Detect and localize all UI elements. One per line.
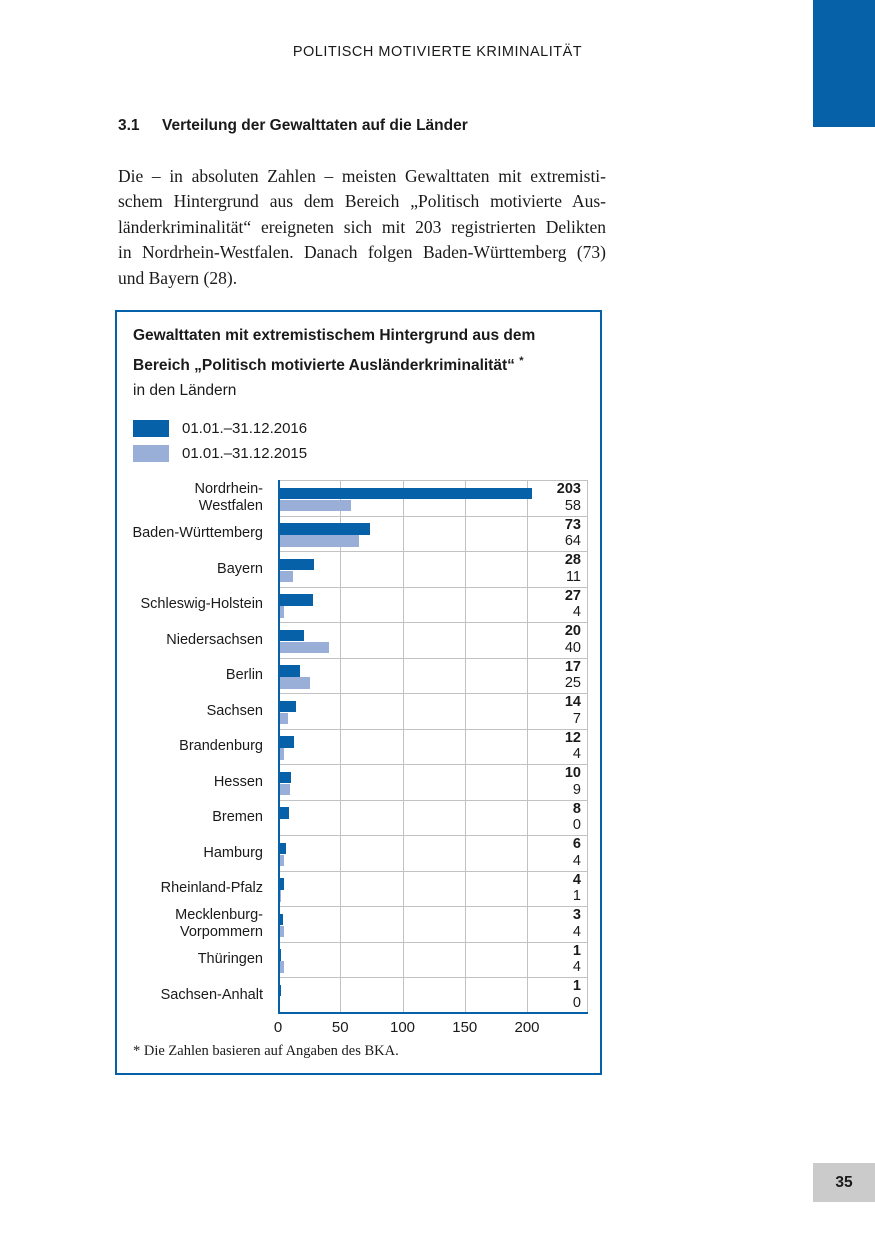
value-box [525,978,581,1011]
value-2015: 64 [564,533,581,549]
value-2016: 1 [572,942,581,959]
value-2015: 25 [564,675,581,691]
bar-2015 [280,961,284,973]
legend-swatch-2015 [133,445,169,462]
figure-footnote: * Die Zahlen basieren auf Angaben des BKA. [133,1043,399,1059]
bar-2015 [280,571,293,583]
bar-2016 [280,523,370,535]
value-2016: 73 [564,516,581,533]
row-label: Hessen [213,773,263,790]
legend-row [133,420,600,437]
value-2015: 0 [572,994,581,1011]
value-2016: 14 [564,694,581,710]
value-box [525,552,581,585]
value-2015: 40 [564,639,581,656]
bar-2016 [280,559,314,571]
bar-2016 [280,488,532,500]
value-2015: 4 [572,959,581,975]
legend-swatch-2016 [133,420,169,437]
paragraph-line: Die – in absoluten Zahlen – meisten Gewalttaten mit extremisti- [118,166,606,186]
value-2015: 4 [572,852,581,869]
value-box [525,730,581,763]
row-label: Nordrhein-Westfalen [194,481,263,514]
figure-title [133,323,584,378]
bar-chart [132,480,588,1013]
legend-label: 01.01.–31.12.2016 [182,419,308,437]
row-label: Thüringen [197,951,263,967]
row-label: Baden-Württemberg [132,525,263,541]
bar-2015 [280,606,284,618]
bar-2016 [280,630,304,642]
row-label: Hamburg [203,844,263,861]
legend-row [133,445,600,462]
gridline [465,480,466,1013]
row-label: Rheinland-Pfalz [160,880,263,896]
x-tick-label: 200 [514,1019,540,1036]
value-box [525,588,581,621]
value-box [525,694,581,727]
legend-label: 01.01.–31.12.2015 [182,444,308,462]
paragraph-line: und Bayern (28). [118,267,238,288]
bar-2016 [280,843,286,855]
row-label: Sachsen [206,702,263,719]
value-box [525,765,581,798]
row-label: Bayern [217,560,263,577]
bar-2016 [280,914,283,926]
value-2016: 12 [564,729,581,746]
value-box [525,872,581,905]
paragraph-line: schem Hintergrund aus dem Bereich „Politisch motivierte Aus- [118,191,606,212]
figure-title-line1: Gewalttaten mit extremistischem Hintergrund aus dem [133,327,536,344]
plot-area [278,480,588,1013]
bar-2016 [280,594,313,606]
x-tick-label: 100 [389,1019,416,1036]
figure-title-asterisk: * [519,354,524,367]
bar-2015 [280,642,329,654]
row-label: Brandenburg [179,738,263,754]
figure-title-line2: Bereich „Politisch motivierte Ausländerkriminalität“ [133,356,515,374]
value-2016: 27 [564,587,581,604]
value-box [525,943,581,976]
value-2016: 4 [572,871,581,888]
value-2015: 9 [572,781,581,798]
value-2015: 7 [572,710,581,727]
bar-2015 [280,535,359,547]
x-tick-label: 50 [331,1019,349,1036]
bar-2015 [280,500,351,512]
row-label: Sachsen-Anhalt [160,986,263,1003]
x-tick-label: 150 [452,1019,478,1036]
row-label: Bremen [212,809,263,825]
value-box [525,907,581,940]
figure-subtitle: in den Ländern [133,382,237,400]
plot-right-border [587,480,588,1013]
x-axis-line [278,1012,588,1014]
value-2015: 11 [565,568,581,585]
value-2016: 203 [556,481,581,497]
bar-2016 [280,665,300,677]
value-2016: 20 [564,623,581,639]
value-2015: 58 [564,497,581,514]
corner-accent-rect [813,0,875,127]
value-2015: 4 [572,604,581,620]
bar-2015 [280,926,284,938]
section-heading [118,117,468,135]
bar-2016 [280,736,294,748]
value-box [525,623,581,656]
row-label: Schleswig-Holstein [140,596,263,612]
page-number-badge [813,1163,875,1202]
value-box [525,836,581,869]
gridline [340,480,341,1013]
value-box [525,801,581,834]
bar-2015 [280,855,284,867]
bar-2015 [280,784,290,796]
bar-2015 [280,677,310,689]
page-header: POLITISCH MOTIVIERTE KRIMINALITÄT [292,44,583,60]
value-box [525,659,581,692]
row-label: Mecklenburg-Vorpommern [175,907,263,940]
value-2016: 6 [572,836,581,852]
bar-2016 [280,878,284,890]
bar-2015 [280,713,288,725]
gridline [403,480,404,1013]
paragraph-line: in Nordrhein-Westfalen. Danach folgen Baden-Württemberg (73) [118,242,606,263]
bar-2016 [280,772,291,784]
value-2016: 1 [572,978,581,994]
bar-2015 [280,748,284,760]
row-label: Berlin [225,667,263,683]
value-box [525,481,581,514]
bar-2016 [280,701,296,713]
value-2015: 4 [572,923,581,940]
chart-legend [133,420,600,462]
value-2016: 3 [572,907,581,923]
category-labels-column [132,480,278,1013]
value-2016: 10 [564,765,581,781]
bar-2016 [280,807,289,819]
x-tick-label: 0 [273,1019,283,1036]
page-number: 35 [835,1173,853,1191]
value-2016: 17 [564,658,581,675]
paragraph-line: länderkriminalität“ ereigneten sich mit 203 registrierten Delikten [118,216,606,237]
value-2016: 28 [564,552,581,568]
body-paragraph [118,164,606,291]
row-label: Niedersachsen [166,631,263,648]
value-2015: 4 [572,746,581,762]
value-2015: 1 [572,888,581,904]
x-axis [273,1019,588,1039]
section-title: Verteilung der Gewalttaten auf die Länder [162,117,468,134]
value-box [525,517,581,550]
figure-box [115,310,602,1075]
value-2016: 8 [572,800,581,817]
value-2015: 0 [572,817,581,833]
section-number: 3.1 [118,117,140,134]
